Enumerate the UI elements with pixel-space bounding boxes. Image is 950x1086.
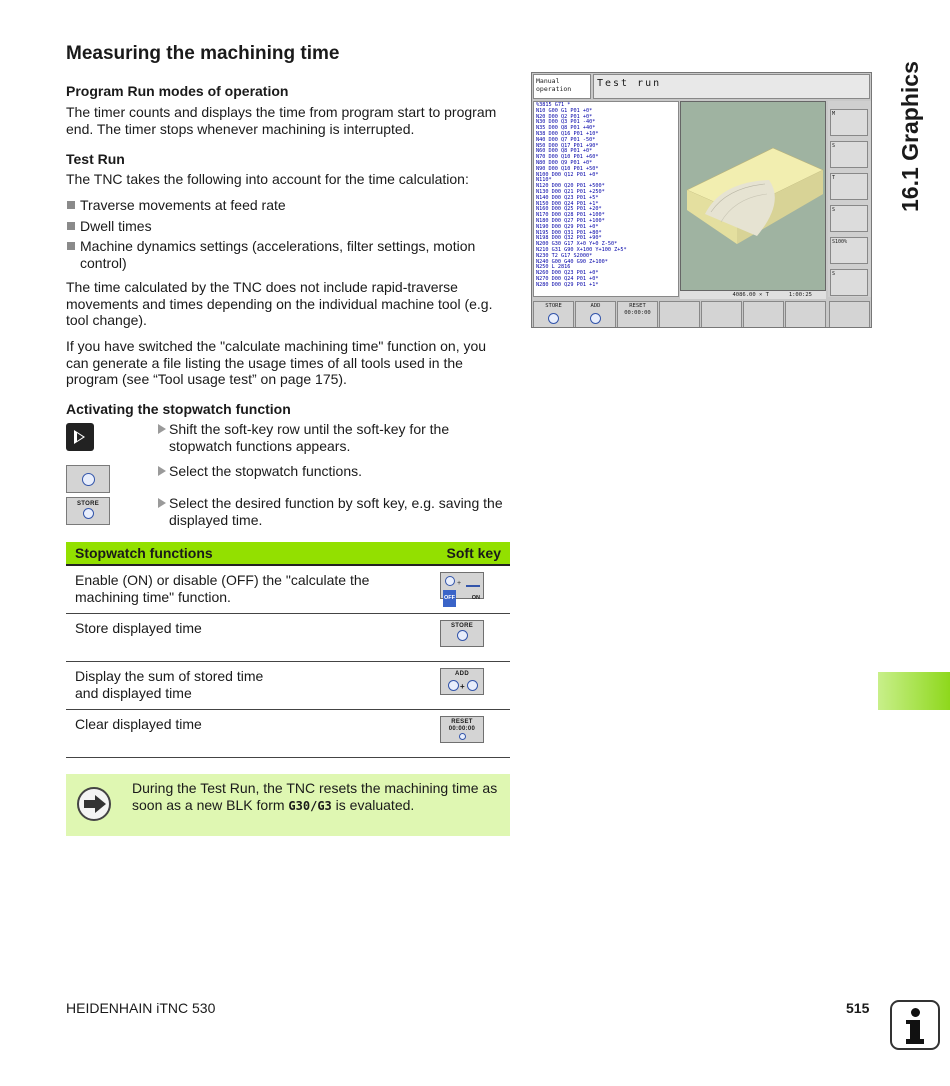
side-softkey[interactable]: S xyxy=(830,269,868,296)
side-softkey[interactable]: T xyxy=(830,173,868,200)
clock-icon xyxy=(445,576,455,586)
clock-icon xyxy=(548,313,559,324)
table-row: Clear displayed time RESET 00:00:00 xyxy=(66,710,510,758)
table-row: Display the sum of stored time and displayed time ADD + xyxy=(66,662,510,710)
test-run-para1: The time calculated by the TNC does not include rapid-traverse movements and times depending on the individual machine tool (e.g. tool change). xyxy=(66,279,493,328)
bullet-item: Traverse movements at feed rate xyxy=(66,197,511,214)
clock-icon xyxy=(448,680,459,691)
empty-softkey[interactable] xyxy=(659,301,700,328)
page-heading: Measuring the machining time xyxy=(66,43,340,64)
page-number: 515 xyxy=(846,1000,870,1016)
tnc-screen-screenshot xyxy=(531,72,872,328)
calc-time-toggle-softkey[interactable]: + OFF ON xyxy=(440,572,484,599)
empty-softkey[interactable] xyxy=(743,301,784,328)
section-program-run-body: The timer counts and displays the time from program start to program end. The timer stops whenever machining is interrupted. xyxy=(66,104,497,137)
clock-icon xyxy=(457,630,468,641)
on-indicator: ON xyxy=(471,595,480,601)
bullet-item: Machine dynamics settings (accelerations, filter settings, motion control) xyxy=(66,238,511,271)
clock-icon xyxy=(82,473,95,486)
machine-icon xyxy=(466,576,480,587)
section-stopwatch-title: Activating the stopwatch function xyxy=(66,401,291,417)
shift-softkey-row-key[interactable] xyxy=(66,423,94,451)
clock-icon xyxy=(83,508,94,519)
step-instruction: Shift the soft-key row until the soft-key for the stopwatch functions appears. xyxy=(158,421,513,454)
stopwatch-softkey[interactable] xyxy=(66,465,110,493)
clock-icon xyxy=(590,313,601,324)
simulation-graphic xyxy=(680,101,826,291)
column-header-soft-key: Soft key xyxy=(405,542,510,565)
step-instruction: Select the desired function by soft key, e.g. saving the displayed time. xyxy=(158,495,513,528)
status-bar: 4086.00 × T 1:00:25 xyxy=(680,291,826,299)
clock-icon xyxy=(459,733,466,740)
arrow-right-icon xyxy=(77,787,111,821)
mode-panel: Manual operation xyxy=(533,74,591,99)
clock-icon xyxy=(467,680,478,691)
softkey-row-indicator[interactable] xyxy=(829,301,870,328)
chapter-tab xyxy=(878,672,950,710)
side-softkey[interactable]: S xyxy=(830,141,868,168)
store-softkey[interactable]: STORE xyxy=(533,301,574,328)
footer-product: HEIDENHAIN iTNC 530 xyxy=(66,1000,216,1016)
horizontal-softkeys xyxy=(532,301,872,328)
add-time-softkey[interactable]: ADD + xyxy=(440,668,484,695)
section-program-run-title: Program Run modes of operation xyxy=(66,83,289,99)
vertical-softkeys xyxy=(828,101,871,297)
off-indicator: OFF xyxy=(443,590,456,607)
column-header-function: Stopwatch functions xyxy=(66,542,405,565)
note-box xyxy=(66,774,510,836)
reset-softkey[interactable]: RESET 00:00:00 xyxy=(617,301,658,328)
screen-title: Test run xyxy=(593,74,870,99)
empty-softkey[interactable] xyxy=(785,301,826,328)
note-text: During the Test Run, the TNC resets the machining time as soon as a new BLK form G30/G3 is evaluated. xyxy=(132,780,498,813)
section-test-run-title: Test Run xyxy=(66,151,125,167)
table-row: Enable (ON) or disable (OFF) the "calculate the machining time" function. + OFF ON xyxy=(66,565,510,614)
bullet-item: Dwell times xyxy=(66,218,511,235)
store-time-softkey[interactable]: STORE xyxy=(440,620,484,647)
test-run-intro: The TNC takes the following into account for the time calculation: xyxy=(66,171,469,187)
add-softkey[interactable]: ADD xyxy=(575,301,616,328)
empty-softkey[interactable] xyxy=(701,301,742,328)
chapter-title: 16.1 Graphics xyxy=(897,61,923,212)
reset-time-softkey[interactable]: RESET 00:00:00 xyxy=(440,716,484,743)
program-listing: %3815 G71 * N10 G00 G1 P01 +0* N20 D00 Q2 P01 +0* N30 D00 Q3 P01 -40* N35 D00 Q8 P01 +40* N38 D00 Q16 P01 +10* N40 D00 Q7 P01 -50* N50 D00 Q17 P01 +90* N60 D00 Q8 P01 +0* N70 D00 Q10 P01 +60* N80 D00 Q9 P01 +0* N90 D00 Q10 P01 +50* N100 D00 Q12 P01 +0* N110* N120 D00 Q20 P01 +500* N130 D00 Q21 P01 +250* N140 D00 Q23 P01 +5* N150 D00 Q24 P01 +1* N160 D00 Q25 P01 +20* N170 D00 Q28 P01 +100* N180 D00 Q27 P01 +100* N190 D00 Q29 P01 +0* N195 D00 Q31 P01 +80* N198 D00 Q32 P01 +90* N200 G30 G17 X+0 Y+0 Z-50* N210 G31 G90 X+100 Y+100 Z+5* N230 T2 G17 S2000* N240 G00 G40 G90 Z+100* N250 L 2816 N260 D00 Q23 P01 +0* N270 D00 Q24 P01 +0* N280 D00 Q29 P01 +1* xyxy=(533,101,679,297)
side-softkey[interactable]: S100% xyxy=(830,237,868,264)
step-instruction: Select the stopwatch functions. xyxy=(158,463,513,480)
side-softkey[interactable]: M xyxy=(830,109,868,136)
side-softkey[interactable]: S xyxy=(830,205,868,232)
stopwatch-functions-table xyxy=(66,542,510,758)
test-run-para2: If you have switched the "calculate machining time" function on, you can generate a file listing the usage times of all tools used in the program (see “Tool usage test” on page 175). xyxy=(66,338,487,387)
info-icon xyxy=(890,1000,940,1050)
table-row: Store displayed time STORE xyxy=(66,614,510,662)
store-softkey[interactable]: STORE xyxy=(66,497,110,525)
